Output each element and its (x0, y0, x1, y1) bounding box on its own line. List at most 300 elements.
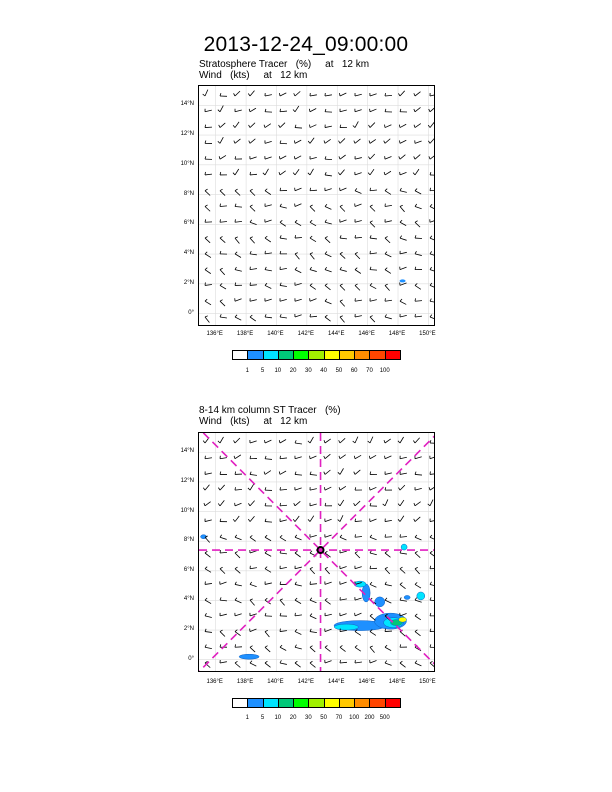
wind-barb (294, 91, 301, 96)
wind-barb (385, 204, 392, 207)
panel1-title: Stratosphere Tracer (%) at 12 km (199, 59, 370, 70)
wind-barb (430, 519, 435, 522)
wind-barb (324, 139, 331, 143)
wind-barb (280, 298, 287, 301)
legend-swatch (232, 350, 248, 360)
wind-barb (415, 614, 421, 620)
wind-barb (385, 284, 390, 291)
lon-tick-label: 142°E (297, 331, 315, 337)
wind-barb (265, 519, 272, 522)
wind-barb (430, 644, 435, 647)
wind-barb (205, 456, 212, 459)
wind-barb (280, 141, 287, 144)
wind-barb (430, 566, 435, 569)
wind-barb (340, 535, 346, 540)
wind-barb (384, 439, 391, 443)
legend-swatch (308, 698, 324, 708)
wind-barb (340, 300, 345, 307)
lat-tick-label: 8°N (183, 537, 194, 544)
wind-barb (385, 298, 392, 301)
lat-tick-label: 6°N (183, 220, 194, 227)
lat-tick-label: 10°N (180, 507, 194, 514)
wind-barb (263, 169, 269, 175)
lon-tick-label: 138°E (236, 331, 254, 337)
wind-barb (264, 471, 271, 475)
wind-barb (265, 204, 272, 207)
wind-barb (355, 284, 360, 290)
tracer-contour (417, 592, 425, 600)
wind-barb (430, 251, 435, 256)
legend-swatch (385, 350, 401, 360)
wind-barb (294, 156, 301, 159)
wind-barb (415, 267, 422, 270)
wind-barb (325, 613, 332, 616)
wind-barb (220, 613, 227, 616)
wind-barb (325, 267, 332, 272)
wind-barb (280, 660, 287, 664)
wind-barb (250, 646, 255, 652)
wind-barb (280, 519, 287, 522)
wind-barb (265, 646, 270, 652)
wind-barb (205, 156, 212, 159)
wind-barb (205, 598, 211, 604)
wind-barb (324, 439, 331, 443)
wind-barb (325, 236, 330, 242)
wind-barb (430, 661, 435, 667)
wind-barb (265, 613, 272, 616)
wind-barb (310, 629, 317, 633)
wind-barb (430, 597, 435, 601)
wind-barb (310, 220, 316, 226)
wind-barb (400, 314, 407, 317)
wind-barb (205, 613, 212, 617)
wind-barb (220, 172, 227, 175)
wind-barb (295, 235, 302, 238)
wind-barb (248, 516, 254, 521)
wind-barb (295, 440, 302, 444)
wind-barb (205, 236, 210, 242)
wind-barb (205, 205, 210, 211)
wind-barb (414, 517, 421, 522)
lon-tick-label: 144°E (328, 331, 345, 337)
wind-barb (385, 156, 392, 159)
wind-barb (325, 598, 331, 604)
wind-barb (370, 188, 377, 191)
wind-barb (355, 268, 361, 274)
wind-barb (355, 552, 360, 558)
wind-barb (235, 582, 242, 586)
wind-barb (235, 552, 240, 558)
wind-barb (265, 236, 271, 242)
legend-level-label: 70 (366, 368, 373, 374)
wind-barb (310, 661, 315, 667)
wind-barb (385, 661, 392, 666)
wind-barb (414, 124, 421, 128)
wind-barb (218, 500, 224, 506)
wind-barb (400, 299, 406, 304)
wind-barb (220, 219, 227, 222)
wind-barb (250, 172, 257, 175)
wind-barb (250, 220, 257, 225)
wind-barb (430, 315, 435, 320)
wind-barb (370, 535, 377, 540)
wind-barb (325, 156, 332, 159)
wind-barb (370, 93, 377, 96)
wind-barb (250, 237, 255, 244)
wind-barb (235, 219, 242, 222)
wind-barb (340, 188, 347, 191)
wind-barb (310, 646, 315, 652)
wind-barb (400, 172, 407, 175)
wind-barb (325, 299, 331, 304)
wind-barb (415, 456, 422, 459)
wind-barb (430, 299, 435, 303)
wind-barb (250, 267, 257, 270)
wind-barb (340, 205, 345, 211)
wind-barb (280, 456, 287, 459)
wind-barb (235, 315, 241, 320)
wind-barb (338, 500, 344, 506)
wind-barb (325, 660, 332, 663)
wind-barb (370, 251, 377, 254)
lon-tick-label: 146°E (358, 331, 375, 337)
wind-barb (250, 661, 256, 666)
wind-barb (265, 440, 272, 443)
wind-barb (339, 138, 345, 143)
wind-barb (430, 93, 435, 96)
panel1-legend-labels (232, 368, 400, 378)
wind-barb (354, 470, 361, 475)
wind-barb (428, 122, 434, 127)
wind-barb (415, 535, 421, 540)
wind-barb (339, 486, 346, 490)
wind-barb (430, 219, 435, 222)
wind-barb (325, 220, 332, 224)
legend-level-label: 50 (335, 368, 343, 374)
wind-barb (280, 188, 287, 191)
wind-barb (400, 644, 407, 647)
wind-barb (235, 204, 242, 207)
wind-barb (354, 139, 361, 143)
wind-barb (265, 156, 272, 159)
wind-barb (413, 438, 419, 443)
wind-barb (235, 472, 242, 475)
wind-barb (340, 267, 347, 271)
lat-tick-label: 10°N (180, 160, 194, 167)
tracer-contour (239, 654, 259, 659)
wind-barb (280, 314, 287, 318)
wind-barb (250, 566, 257, 569)
lon-tick-label: 140°E (267, 331, 284, 337)
wind-barb (265, 551, 271, 556)
wind-barb (218, 106, 223, 112)
wind-barb (265, 267, 272, 271)
wind-barb (250, 298, 257, 301)
lat-tick-label: 12°N (180, 131, 194, 138)
wind-barb (205, 219, 212, 222)
wind-barb (340, 613, 347, 616)
wind-barb (370, 487, 377, 490)
wind-barb (339, 155, 346, 159)
wind-barb (325, 581, 332, 584)
wind-barb (400, 456, 407, 459)
wind-barb (293, 516, 299, 522)
wind-barb (414, 107, 421, 111)
lon-tick-label: 144°E (328, 679, 345, 685)
wind-barb (385, 219, 392, 222)
wind-barb (428, 138, 434, 143)
lat-tick-label: 4°N (183, 596, 194, 603)
wind-barb (340, 252, 345, 258)
wind-barb (308, 138, 314, 144)
lat-tick-label: 4°N (183, 250, 194, 257)
lat-tick-label: 0° (188, 309, 194, 316)
wind-barb (265, 567, 271, 573)
wind-barb (368, 169, 374, 175)
legend-swatch (247, 350, 263, 360)
panel1-plot (199, 86, 435, 326)
wind-barb (279, 439, 286, 443)
wind-barb (220, 236, 225, 242)
wind-barb (219, 123, 226, 128)
wind-barb (279, 93, 286, 96)
wind-barb (249, 108, 256, 112)
lon-tick-label: 140°E (267, 679, 284, 685)
wind-barb (355, 188, 361, 193)
wind-barb (430, 188, 435, 191)
wind-barb (370, 582, 376, 587)
tracer-contour (404, 595, 410, 599)
wind-barb (415, 204, 422, 209)
legend-swatch (232, 698, 248, 708)
wind-barb (385, 519, 392, 522)
panel1-lat-axis (150, 85, 194, 326)
wind-barb (308, 516, 314, 522)
lon-tick-label: 148°E (388, 331, 406, 337)
panel2-lat-axis (150, 432, 194, 672)
panel1-legend (232, 350, 400, 360)
wind-barb (280, 109, 287, 112)
legend-swatch (308, 350, 324, 360)
wind-barb (415, 472, 422, 475)
wind-barb (264, 124, 271, 128)
wind-barb (220, 314, 227, 318)
wind-barb (355, 219, 362, 222)
wind-barb (325, 519, 332, 522)
wind-barb (338, 170, 344, 175)
legend-swatch (385, 698, 401, 708)
wind-barb (295, 645, 302, 649)
wind-barb (265, 109, 272, 112)
wind-barb (203, 90, 208, 96)
wind-barb (205, 551, 211, 557)
wind-barb (385, 93, 392, 96)
legend-level-label: 10 (274, 368, 282, 374)
wind-barb (385, 534, 392, 537)
wind-barb (250, 205, 255, 211)
wind-barb (325, 125, 332, 128)
wind-barb (400, 188, 407, 192)
lon-tick-label: 136°E (206, 679, 223, 685)
wind-barb (280, 204, 287, 208)
wind-barb (325, 646, 331, 652)
legend-swatch (247, 698, 263, 708)
wind-barb (355, 487, 362, 490)
wind-barb (235, 252, 241, 258)
wind-barb (355, 172, 362, 175)
wind-barb (235, 237, 239, 244)
wind-barb (235, 644, 242, 647)
wind-barb (220, 535, 227, 540)
wind-barb (205, 567, 211, 573)
tracer-contour (401, 544, 407, 550)
wind-barb (398, 437, 404, 443)
wind-barb (430, 267, 435, 272)
wind-barb (385, 125, 392, 128)
lon-tick-label: 150°E (419, 331, 436, 337)
legend-level-label: 30 (305, 715, 312, 721)
wind-barb (220, 519, 227, 522)
wind-barb (220, 300, 225, 306)
lon-tick-label: 148°E (388, 679, 406, 685)
wind-barb (205, 299, 211, 305)
wind-barb (234, 455, 241, 459)
wind-barb (205, 268, 211, 274)
wind-barb (415, 314, 422, 317)
legend-level-label: 100 (349, 715, 360, 721)
wind-barb (203, 485, 209, 490)
legend-level-label: 1 (245, 368, 249, 374)
wind-barb (205, 109, 212, 112)
wind-barb (340, 235, 347, 239)
legend-swatch (369, 698, 385, 708)
wind-barb (400, 583, 406, 589)
wind-barb (295, 551, 301, 557)
wind-barb (414, 502, 421, 506)
wind-barb (340, 109, 347, 112)
wind-barb (415, 221, 420, 227)
lat-tick-label: 6°N (183, 566, 194, 573)
wind-barb (205, 645, 212, 649)
wind-barb (430, 535, 435, 540)
wind-barb (400, 109, 407, 112)
wind-barb (279, 471, 286, 474)
wind-barb (234, 139, 241, 143)
wind-barb (355, 235, 362, 238)
wind-barb (370, 519, 377, 522)
wind-barb (384, 139, 391, 144)
wind-barb (310, 298, 317, 301)
wind-barb (324, 454, 331, 458)
wind-barb (265, 93, 272, 96)
legend-swatch (293, 350, 309, 360)
wind-barb (220, 93, 227, 96)
wind-barb (385, 471, 392, 474)
wind-barb (339, 93, 346, 96)
wind-barb (340, 566, 347, 569)
wind-barb (310, 472, 317, 476)
wind-barb (369, 455, 376, 458)
wind-barb (295, 314, 302, 317)
wind-barb (310, 125, 317, 128)
wind-barb (280, 535, 286, 541)
lon-tick-label: 146°E (358, 679, 375, 685)
lat-tick-label: 14°N (180, 101, 194, 108)
wind-barb (370, 566, 377, 569)
wind-barb (370, 235, 377, 239)
panel1-subtitle: Wind (kts) at 12 km (199, 70, 308, 81)
wind-barb (265, 503, 272, 506)
wind-barb (219, 155, 226, 159)
wind-barb (430, 440, 435, 443)
tracer-contour (375, 597, 385, 607)
legend-swatch (324, 350, 340, 360)
wind-barb (415, 551, 420, 557)
wind-barb (355, 109, 362, 112)
wind-barb (353, 437, 358, 443)
wind-barb (205, 140, 212, 143)
wind-barb (205, 536, 210, 543)
wind-barb (293, 106, 299, 112)
panel2-title: 8-14 km column ST Tracer (%) (199, 405, 341, 416)
tracer-contour (399, 617, 407, 622)
wind-barb (355, 645, 361, 651)
wind-barb (248, 484, 254, 490)
wind-barb (400, 567, 405, 573)
wind-barb (204, 502, 211, 506)
wind-barb (295, 456, 302, 459)
wind-barb (250, 582, 257, 587)
wind-barb (205, 125, 212, 128)
legend-level-label: 70 (335, 715, 343, 721)
wind-barb (415, 189, 421, 194)
wind-barb (295, 188, 302, 191)
wind-barb (340, 597, 347, 600)
legend-swatch (339, 698, 355, 708)
legend-level-label: 40 (320, 368, 327, 374)
wind-barb (385, 456, 392, 459)
wind-barb (415, 582, 421, 588)
wind-barb (280, 283, 287, 287)
wind-barb (265, 581, 272, 584)
wind-barb (295, 253, 299, 260)
wind-barb (310, 236, 316, 242)
wind-barb (429, 107, 435, 112)
wind-barb (205, 519, 212, 522)
legend-level-label: 1 (245, 715, 249, 721)
wind-barb (233, 122, 239, 128)
wind-barb (293, 169, 299, 175)
legend-level-label: 5 (260, 715, 265, 721)
lon-tick-label: 136°E (206, 331, 223, 337)
wind-barb (415, 235, 422, 238)
wind-barb (370, 316, 375, 322)
wind-barb (250, 456, 257, 459)
wind-barb (235, 535, 242, 540)
wind-barb (280, 487, 287, 490)
wind-barb (400, 267, 407, 270)
wind-barb (248, 91, 254, 96)
wind-barb (368, 437, 373, 443)
legend-level-label: 5 (260, 368, 265, 374)
wind-barb (370, 550, 377, 554)
wind-barb (233, 438, 239, 443)
wind-barb (310, 614, 316, 619)
wind-barb (355, 298, 362, 301)
wind-barb (280, 235, 287, 239)
wind-barb (220, 581, 227, 584)
wind-barb (354, 455, 361, 458)
